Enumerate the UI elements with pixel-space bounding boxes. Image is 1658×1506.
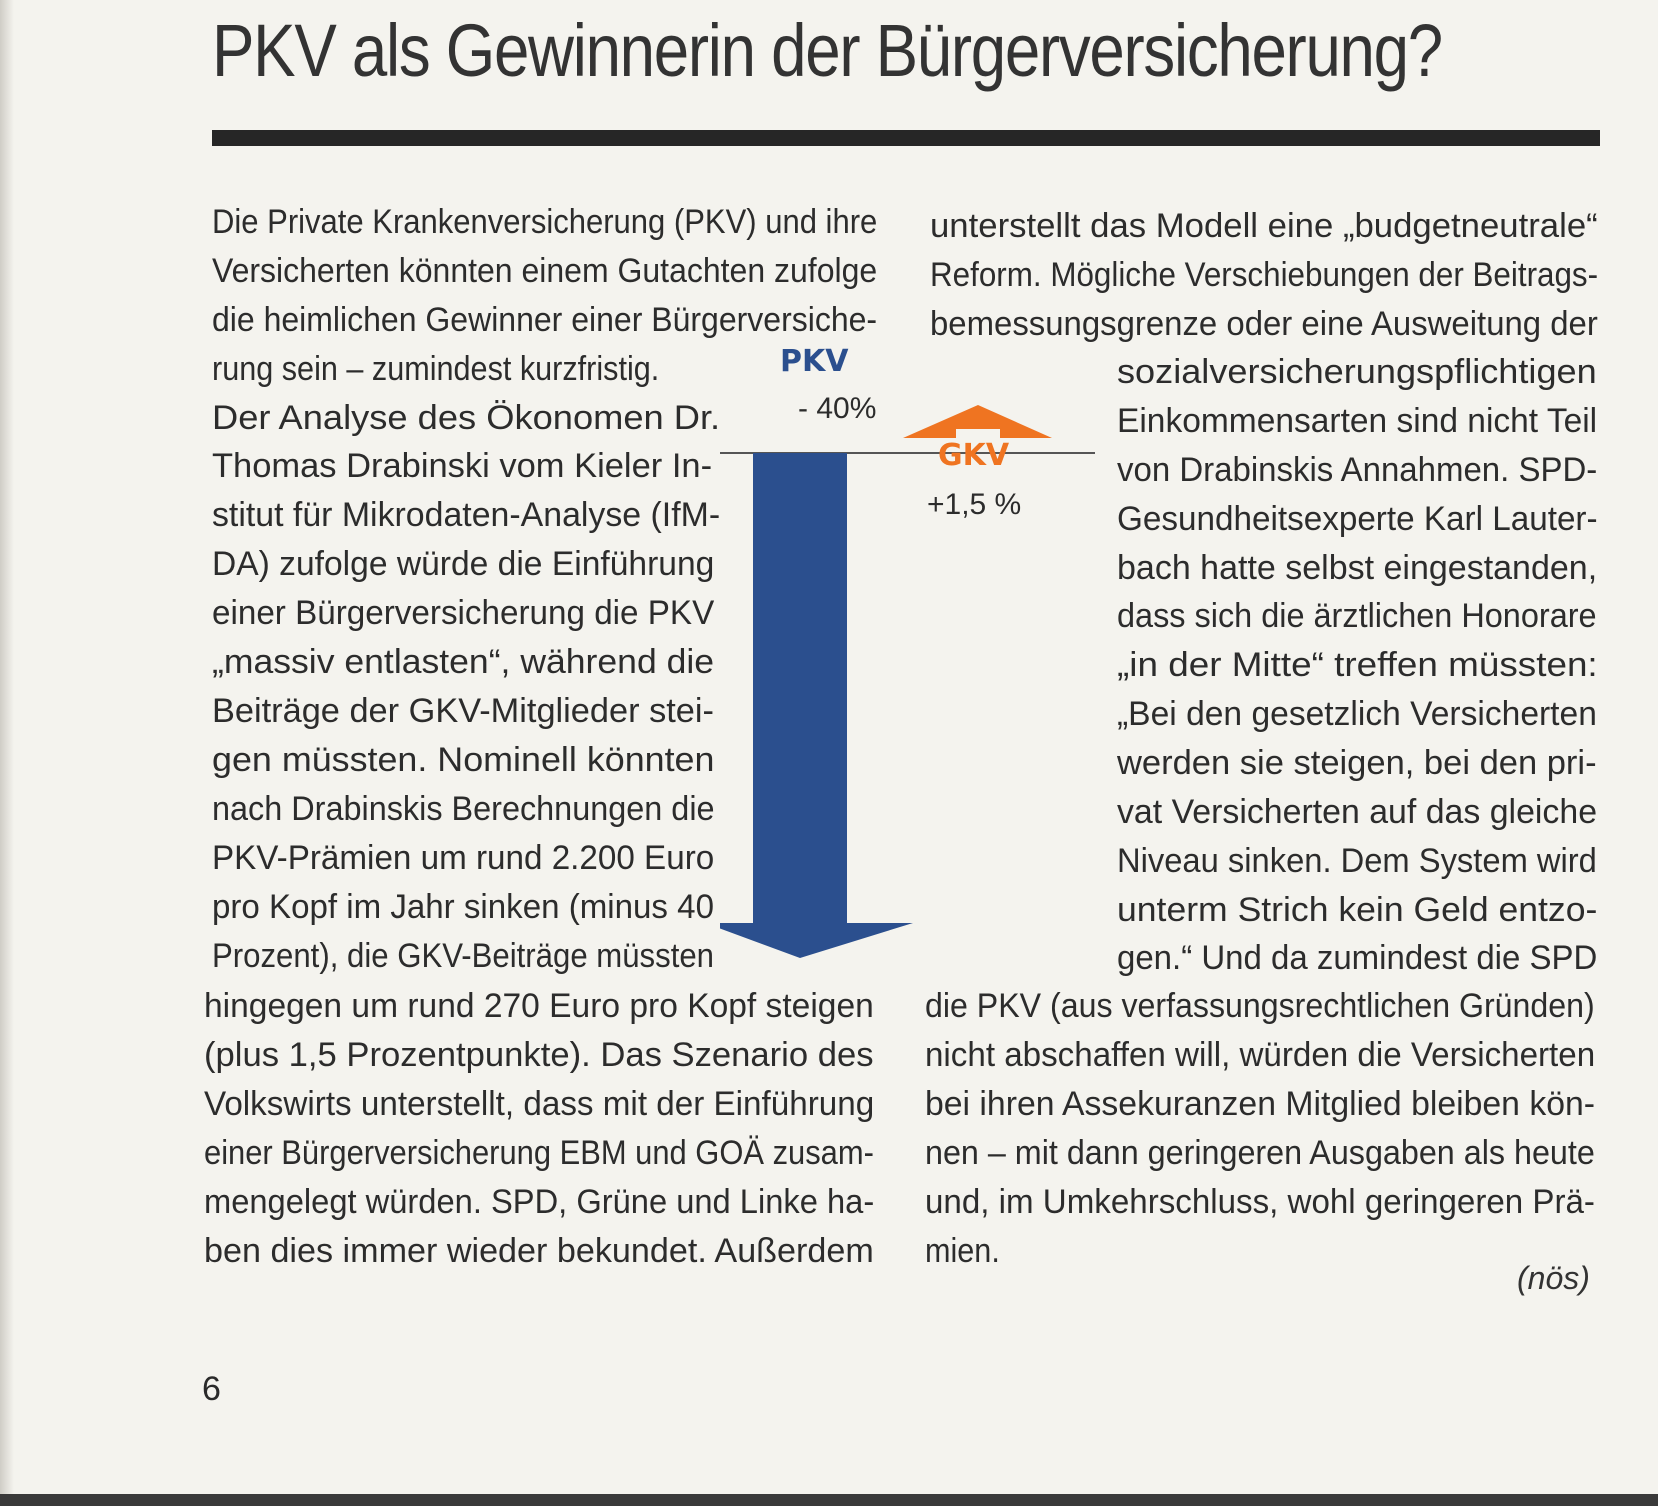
- left-column-line: rung sein – zumindest kurzfristig.: [212, 350, 660, 388]
- right-column-line: von Drabinskis Annahmen. SPD-: [1117, 451, 1598, 489]
- bottom-edge: [0, 1494, 1658, 1506]
- page-edge-shadow: [0, 0, 14, 1506]
- left-column-line: PKV-Prämien um rund 2.200 Euro: [212, 839, 715, 877]
- right-column-line: „Bei den gesetzlich Versicherten: [1117, 695, 1597, 733]
- pkv-value: - 40%: [798, 392, 877, 425]
- pkv-label: PKV: [780, 344, 849, 379]
- article-title: PKV als Gewinnerin der Bürgerversicherung?: [212, 9, 1442, 92]
- right-column-line: und, im Umkehrschluss, wohl geringeren Prä-: [925, 1183, 1595, 1221]
- right-column-line: unterm Strich kein Geld entzo-: [1117, 891, 1598, 929]
- title-rule: [212, 130, 1600, 146]
- left-column-line: Die Private Krankenversicherung (PKV) und ihre: [212, 203, 878, 241]
- right-column-line: dass sich die ärztlichen Honorare: [1117, 597, 1597, 635]
- right-column-line: nen – mit dann geringeren Ausgaben als heute: [925, 1134, 1595, 1172]
- right-column-line: gen.“ Und da zumindest die SPD: [1117, 939, 1598, 977]
- left-column-line: pro Kopf im Jahr sinken (minus 40: [212, 888, 714, 926]
- left-column-line: hingegen um rund 270 Euro pro Kopf steigen: [204, 987, 874, 1025]
- left-column-line: einer Bürgerversicherung EBM und GOÄ zusam-: [204, 1134, 874, 1172]
- right-column-line: bach hatte selbst eingestanden,: [1117, 549, 1598, 587]
- left-column-line: Der Analyse des Ökonomen Dr.: [212, 399, 721, 437]
- left-column-line: ben dies immer wieder bekundet. Außerdem: [204, 1232, 874, 1270]
- right-column-line: die PKV (aus verfassungsrechtlichen Gründen): [925, 987, 1595, 1025]
- left-column-line: mengelegt würden. SPD, Grüne und Linke ha-: [204, 1183, 875, 1221]
- right-column-line: unterstellt das Modell eine „budgetneutrale“: [930, 207, 1598, 245]
- arrow-diagram: [720, 350, 1120, 970]
- left-column-line: Volkswirts unterstellt, dass mit der Einführung: [204, 1085, 875, 1123]
- right-column-line: Einkommensarten sind nicht Teil: [1117, 402, 1598, 440]
- right-column-line: mien.: [925, 1232, 1000, 1270]
- gkv-label: GKV: [938, 438, 1010, 473]
- gkv-up-arrow: [903, 405, 1052, 438]
- page-number: 6: [202, 1370, 221, 1408]
- right-column-line: werden sie steigen, bei den pri-: [1117, 744, 1597, 782]
- left-column-line: Prozent), die GKV-Beiträge müssten: [212, 937, 715, 975]
- left-column-line: einer Bürgerversicherung die PKV: [212, 594, 715, 632]
- right-column-line: bei ihren Assekuranzen Mitglied bleiben kön-: [925, 1085, 1596, 1123]
- change-graphic: [720, 344, 1120, 970]
- pkv-down-arrow: [720, 453, 913, 958]
- right-column-line: Niveau sinken. Dem System wird: [1117, 842, 1597, 880]
- left-column-line: stitut für Mikrodaten-Analyse (IfM-: [212, 496, 721, 534]
- left-column-line: Beiträge der GKV-Mitglieder stei-: [212, 692, 714, 730]
- right-column-line: Gesundheitsexperte Karl Lauter-: [1117, 500, 1598, 538]
- gkv-value: +1,5 %: [927, 488, 1022, 521]
- right-column-line: sozialversicherungspflichtigen: [1117, 353, 1597, 391]
- left-column-line: Thomas Drabinski vom Kieler In-: [212, 447, 713, 485]
- right-column-line: vat Versicherten auf das gleiche: [1117, 793, 1598, 831]
- left-column-line: die heimlichen Gewinner einer Bürgerversiche-: [212, 301, 878, 339]
- author-signature: (nös): [1517, 1260, 1590, 1296]
- right-column-line: nicht abschaffen will, würden die Versicherten: [925, 1036, 1596, 1074]
- left-column-line: (plus 1,5 Prozentpunkte). Das Szenario des: [204, 1036, 874, 1074]
- right-column-line: bemessungsgrenze oder eine Ausweitung der: [930, 305, 1598, 343]
- right-column-line: „in der Mitte“ treffen müssten:: [1117, 646, 1598, 684]
- left-column-line: nach Drabinskis Berechnungen die: [212, 790, 715, 828]
- left-column-line: „massiv entlasten“, während die: [212, 643, 715, 681]
- left-column-line: DA) zufolge würde die Einführung: [212, 545, 715, 583]
- left-column-line: gen müssten. Nominell könnten: [212, 741, 715, 779]
- right-column-line: Reform. Mögliche Verschiebungen der Beitrags-: [930, 256, 1599, 294]
- left-column-line: Versicherten könnten einem Gutachten zufolge: [212, 252, 878, 290]
